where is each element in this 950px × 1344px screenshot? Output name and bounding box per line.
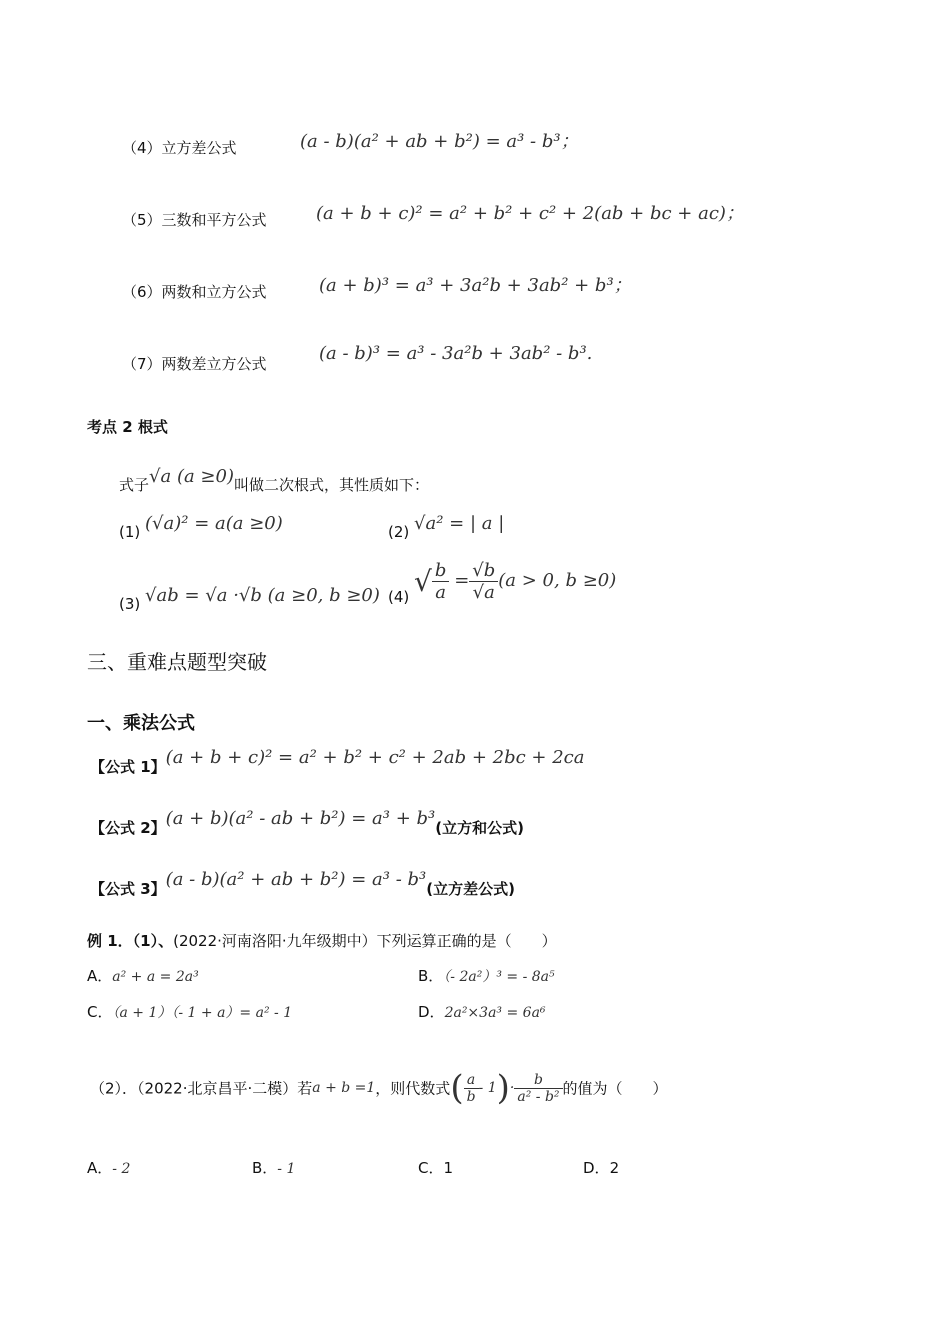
example2-minus-one: - 1 bbox=[478, 1080, 497, 1096]
gongshi-3-label: 【公式 3】 bbox=[90, 880, 166, 898]
formula-4-end: ； bbox=[560, 131, 579, 152]
section2-title: 考点 2 根式 bbox=[87, 418, 168, 436]
gongshi-3 bbox=[90, 869, 515, 898]
formula-7-math: (a - b)³ = a³ - 3a²b + 3ab² - b³. bbox=[319, 343, 593, 364]
example1-option-b: B．（- 2a²）³ = - 8a⁵ bbox=[418, 967, 555, 985]
prop-4 bbox=[388, 560, 617, 606]
prop-3-math: √ab = √a ·√b (a ≥0, b ≥0) bbox=[145, 585, 380, 606]
prop-4-equals: = bbox=[454, 570, 470, 591]
gongshi-1 bbox=[90, 747, 585, 776]
prop-4-num: (4) bbox=[388, 588, 410, 606]
example1-title-rest: (2022·河南洛阳·九年级期中）下列运算正确的是（ ） bbox=[173, 932, 557, 950]
right-paren-icon: ) bbox=[496, 1068, 510, 1108]
formula-5-label: （5）三数和平方公式 bbox=[122, 211, 267, 229]
formula-6-label: （6）两数和立方公式 bbox=[122, 283, 267, 301]
prop-1-math: (√a)² = a(a ≥0) bbox=[145, 513, 283, 534]
formula-4-label: （4）立方差公式 bbox=[122, 139, 237, 157]
formula-5-math: (a + b + c)² = a² + b² + c² + 2(ab + bc + ac)； bbox=[316, 203, 744, 224]
gongshi-2-math: (a + b)(a² - ab + b²) = a³ + b³ bbox=[165, 808, 436, 829]
example1-option-c: C．（a + 1）（- 1 + a）= a² - 1 bbox=[87, 1003, 293, 1021]
section2-intro-pre: 式子 bbox=[119, 476, 150, 494]
gongshi-3-tail: (立方差公式) bbox=[426, 880, 515, 898]
prop-4-cond: (a > 0, b ≥0) bbox=[498, 570, 617, 591]
example2-frac1: $\frac{a}{b}$ bbox=[464, 1072, 479, 1105]
prop-4-frac-lhs: $\frac{b}{a}$ bbox=[432, 560, 450, 603]
prop-3-num: (3) bbox=[119, 595, 141, 613]
sub1-title: 一、乘法公式 bbox=[87, 713, 195, 734]
example2-option-a: A．- 2 bbox=[87, 1159, 131, 1177]
left-paren-icon: ( bbox=[450, 1068, 464, 1108]
formula-7-end: . bbox=[586, 343, 593, 364]
gongshi-1-math: (a + b + c)² = a² + b² + c² + 2ab + 2bc + 2ca bbox=[165, 747, 585, 768]
example1-title bbox=[87, 930, 557, 951]
example2-frac2: $\frac{b}{\text{a² - b²}}$ bbox=[514, 1072, 562, 1105]
section2-intro bbox=[119, 466, 429, 494]
formula-6-end: ； bbox=[613, 275, 632, 296]
prop-2 bbox=[388, 513, 505, 541]
prop-4-frac-rhs: $\frac{√b}{√a}$ bbox=[469, 560, 498, 603]
example2-post: 的值为（ ） bbox=[562, 1079, 668, 1098]
formula-6-math: (a + b)³ = a³ + 3a²b + 3ab² + b³； bbox=[319, 275, 632, 296]
example2-option-d: D．2 bbox=[583, 1159, 620, 1177]
sqrt-icon: √ bbox=[414, 565, 432, 598]
example1-option-a: A．a² + a = 2a³ bbox=[87, 967, 199, 985]
gongshi-2-label: 【公式 2】 bbox=[90, 819, 166, 837]
prop-3 bbox=[119, 585, 380, 613]
gongshi-2-tail: (立方和公式) bbox=[435, 819, 524, 837]
example2-cond: a + b =1 bbox=[312, 1080, 376, 1096]
gongshi-1-label: 【公式 1】 bbox=[90, 758, 166, 776]
formula-5-end: ； bbox=[725, 203, 744, 224]
prop-2-num: (2) bbox=[388, 523, 410, 541]
gongshi-3-math: (a - b)(a² + ab + b²) = a³ - b³ bbox=[165, 869, 427, 890]
section2-intro-post: 叫做二次根式，其性质如下： bbox=[233, 476, 429, 494]
section3-title: 三、重难点题型突破 bbox=[87, 650, 267, 674]
example2-dot: · bbox=[509, 1080, 515, 1096]
example1-option-d: D．2a²×3a³ = 6a⁶ bbox=[418, 1003, 546, 1021]
gongshi-2 bbox=[90, 808, 524, 837]
example2-option-c: C．1 bbox=[418, 1159, 454, 1177]
example2-pre: （2）．（2022·北京昌平·二模）若 bbox=[90, 1079, 313, 1098]
formula-4-math: (a - b)(a² + ab + b²) = a³ - b³； bbox=[300, 131, 579, 152]
example1-title-bold: 例 1．（1）、 bbox=[87, 932, 174, 950]
example2-option-b: B．- 1 bbox=[252, 1159, 296, 1177]
prop-1-num: (1) bbox=[119, 523, 141, 541]
prop-2-math: √a² = | a | bbox=[414, 513, 505, 534]
formula-7-label: （7）两数差立方公式 bbox=[122, 355, 267, 373]
example2-question bbox=[90, 1068, 668, 1108]
example2-mid: ，则代数式 bbox=[375, 1079, 451, 1098]
prop-1 bbox=[119, 513, 283, 541]
section2-intro-math: √a (a ≥0) bbox=[149, 466, 234, 487]
